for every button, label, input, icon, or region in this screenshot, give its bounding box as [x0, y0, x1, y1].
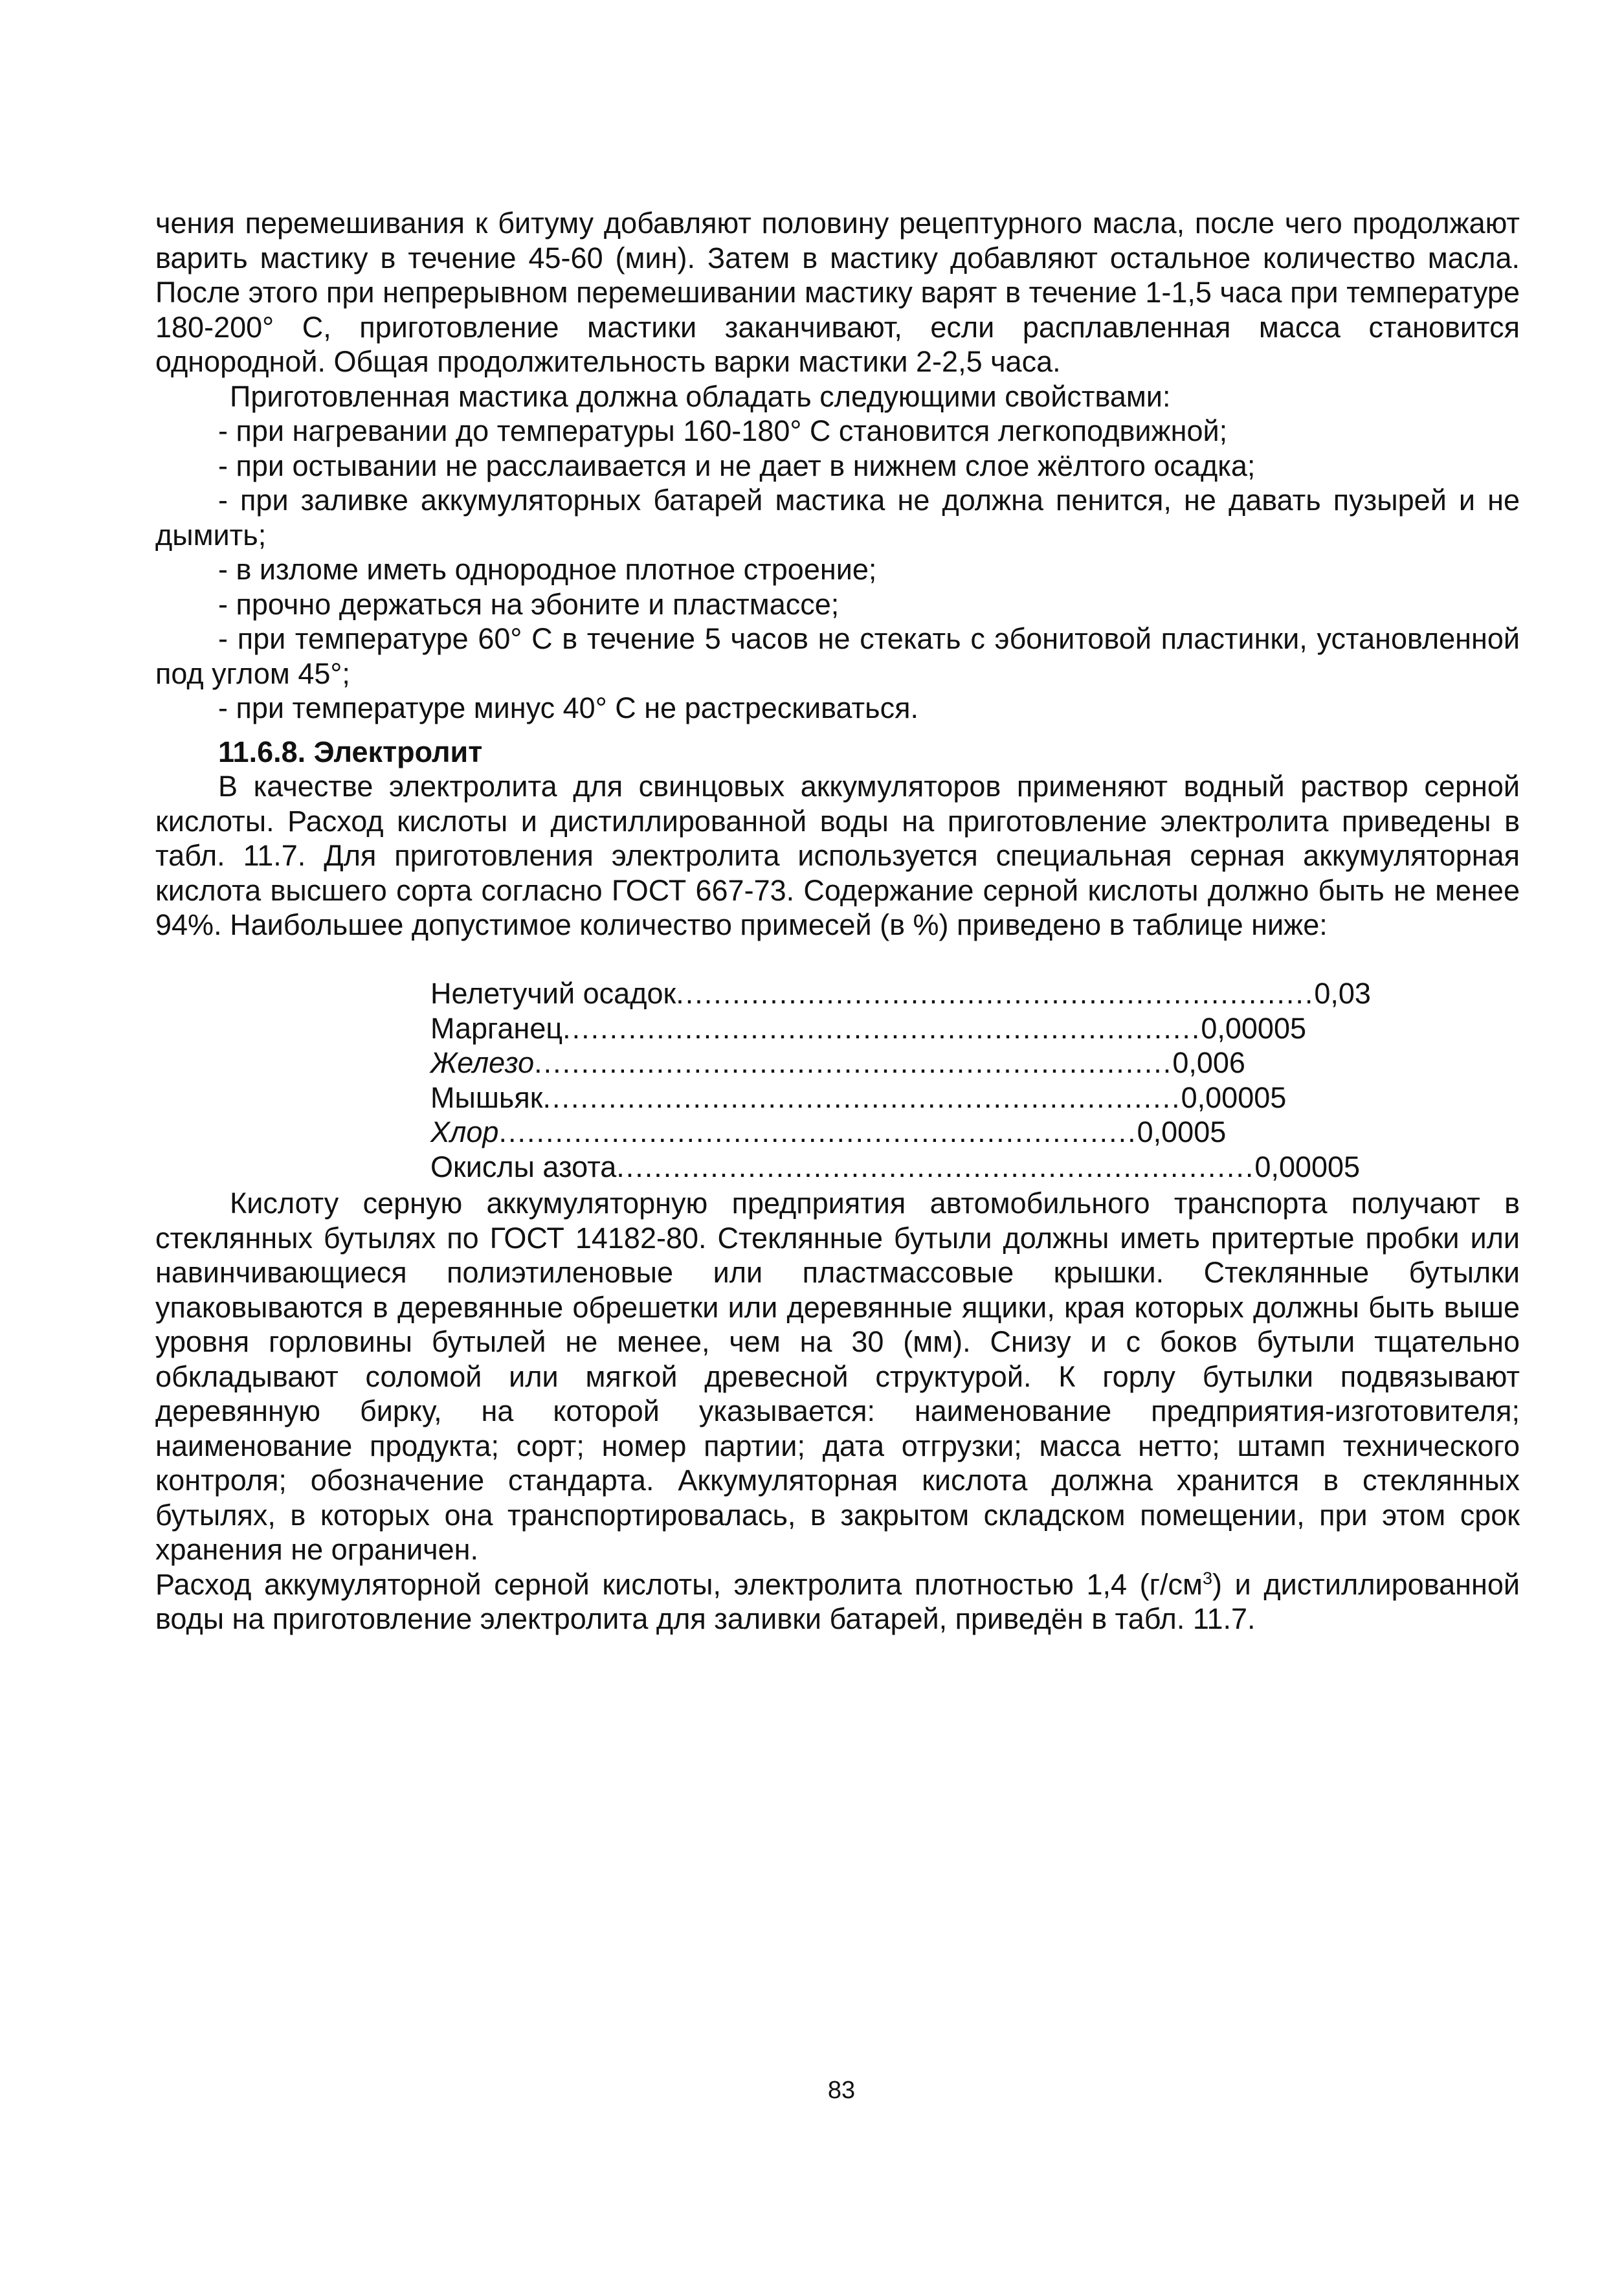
impurity-row: [430, 976, 1371, 1011]
impurity-name: Окислы азота: [430, 1150, 617, 1183]
impurity-value: 0,00005: [1254, 1150, 1361, 1183]
property-item: - при остывании не расслаивается и не дает в нижнем слое жёлтого осадка;: [218, 449, 1256, 482]
leader-dots: ....................................................................: [616, 1150, 1255, 1183]
section-paragraph: В качестве электролита для свинцовых аккумуляторов применяют водный раствор серной кислоты. Расход кислоты и дистиллированной воды на приготовление электролита приведены в табл. 11.7. Для приготовления электролита используется специальная серная аккумуляторная кислота высшего сорта согласно ГОСТ 667-73. Содержание серной кислоты должно быть не менее 94%. Наибольшее допустимое количество примесей (в %) приведено в таблице ниже:: [155, 770, 1520, 941]
impurity-name: Мышьяк: [430, 1080, 543, 1114]
leader-dots: ....................................................................: [498, 1115, 1137, 1148]
impurity-row: [430, 1011, 1306, 1046]
impurity-value: 0,00005: [1201, 1011, 1306, 1045]
impurity-row: [430, 1045, 1245, 1080]
impurity-row: [430, 1115, 1227, 1150]
exponent-superscript: 3: [1202, 1568, 1212, 1588]
upper-text-block: [155, 206, 1520, 943]
section-heading: 11.6.8. Электролит: [218, 735, 483, 768]
leader-dots: ....................................................................: [542, 1080, 1181, 1114]
property-item: - прочно держаться на эбоните и пластмассе;: [218, 587, 840, 621]
impurity-name: Нелетучий осадок: [430, 977, 676, 1010]
leader-dots: ....................................................................: [534, 1046, 1173, 1079]
consumption-text-end: ) и дистиллированной воды на приготовление электролита для заливки батарей, приведён в табл. 11.7.: [155, 1567, 1520, 1635]
property-item: - при температуре минус 40° С не растрескиваться.: [218, 691, 918, 724]
storage-paragraph: Кислоту серную аккумуляторную предприятия автомобильного транспорта получают в стеклянных бутылях по ГОСТ 14182-80. Стеклянные бутыли должны иметь притертые пробки или навинчивающиеся полиэтиленовые или пластмассовые крышки. Стеклянные бутылки упаковываются в деревянные обрешетки или деревянные ящики, края которых должны быть выше уровня горловины бутылей не менее, чем на 30 (мм). Снизу и с боков бутыли тщательно обкладывают соломой или мягкой древесной структурой. К горлу бутылки подвязывают деревянную бирку, на которой указывается: наименование предприятия-изготовителя; наименование продукта; сорт; номер партии; дата отгрузки; масса нетто; штамп технического контроля; обозначение стандарта. Аккумуляторная кислота должна хранится в стеклянных бутылях, в которых она транспортировалась, в закрытом складском помещении, при этом срок хранения не ограничен.: [155, 1187, 1520, 1566]
consumption-paragraph: [155, 1567, 1520, 1637]
impurities-table: [430, 976, 1371, 1184]
lower-text-block: [155, 1186, 1520, 1637]
impurity-row: [430, 1150, 1361, 1185]
page-number: 83: [827, 2077, 856, 2104]
properties-intro: Приготовленная мастика должна обладать следующими свойствами:: [230, 379, 1171, 413]
intro-paragraph: чения перемешивания к битуму добавляют половину рецептурного масла, после чего продолжают варить мастику в течение 45-60 (мин). Затем в мастику добавляют остальное количество масла. После этого при непрерывном перемешивании мастику варят в течение 1-1,5 часа при температуре 180-200° С, приготовление мастики заканчивают, если расплавленная масса становится однородной. Общая продолжительность варки мастики 2-2,5 часа.: [155, 207, 1520, 378]
leader-dots: ....................................................................: [676, 977, 1315, 1010]
impurity-value: 0,00005: [1181, 1080, 1287, 1114]
impurity-value: 0,006: [1172, 1046, 1245, 1079]
impurity-row: [430, 1080, 1287, 1115]
property-item: - при температуре 60° С в течение 5 часов не стекать с эбонитовой пластинки, установленной под углом 45°;: [155, 622, 1520, 690]
impurity-name: Железо: [430, 1046, 535, 1079]
impurity-value: 0,0005: [1137, 1115, 1227, 1148]
impurity-value: 0,03: [1314, 977, 1371, 1010]
consumption-text-start: Расход аккумуляторной серной кислоты, электролита плотностью 1,4 (г/см: [155, 1567, 1203, 1601]
impurity-name: Марганец: [430, 1011, 563, 1045]
property-item: - в изломе иметь однородное плотное строение;: [218, 553, 877, 586]
property-item: - при нагревании до температуры 160-180° С становится легкоподвижной;: [218, 414, 1228, 447]
leader-dots: ....................................................................: [562, 1011, 1201, 1045]
property-item: - при заливке аккумуляторных батарей мастика не должна пенится, не давать пузырей и не дымить;: [155, 484, 1520, 552]
impurity-name: Хлор: [430, 1115, 499, 1148]
